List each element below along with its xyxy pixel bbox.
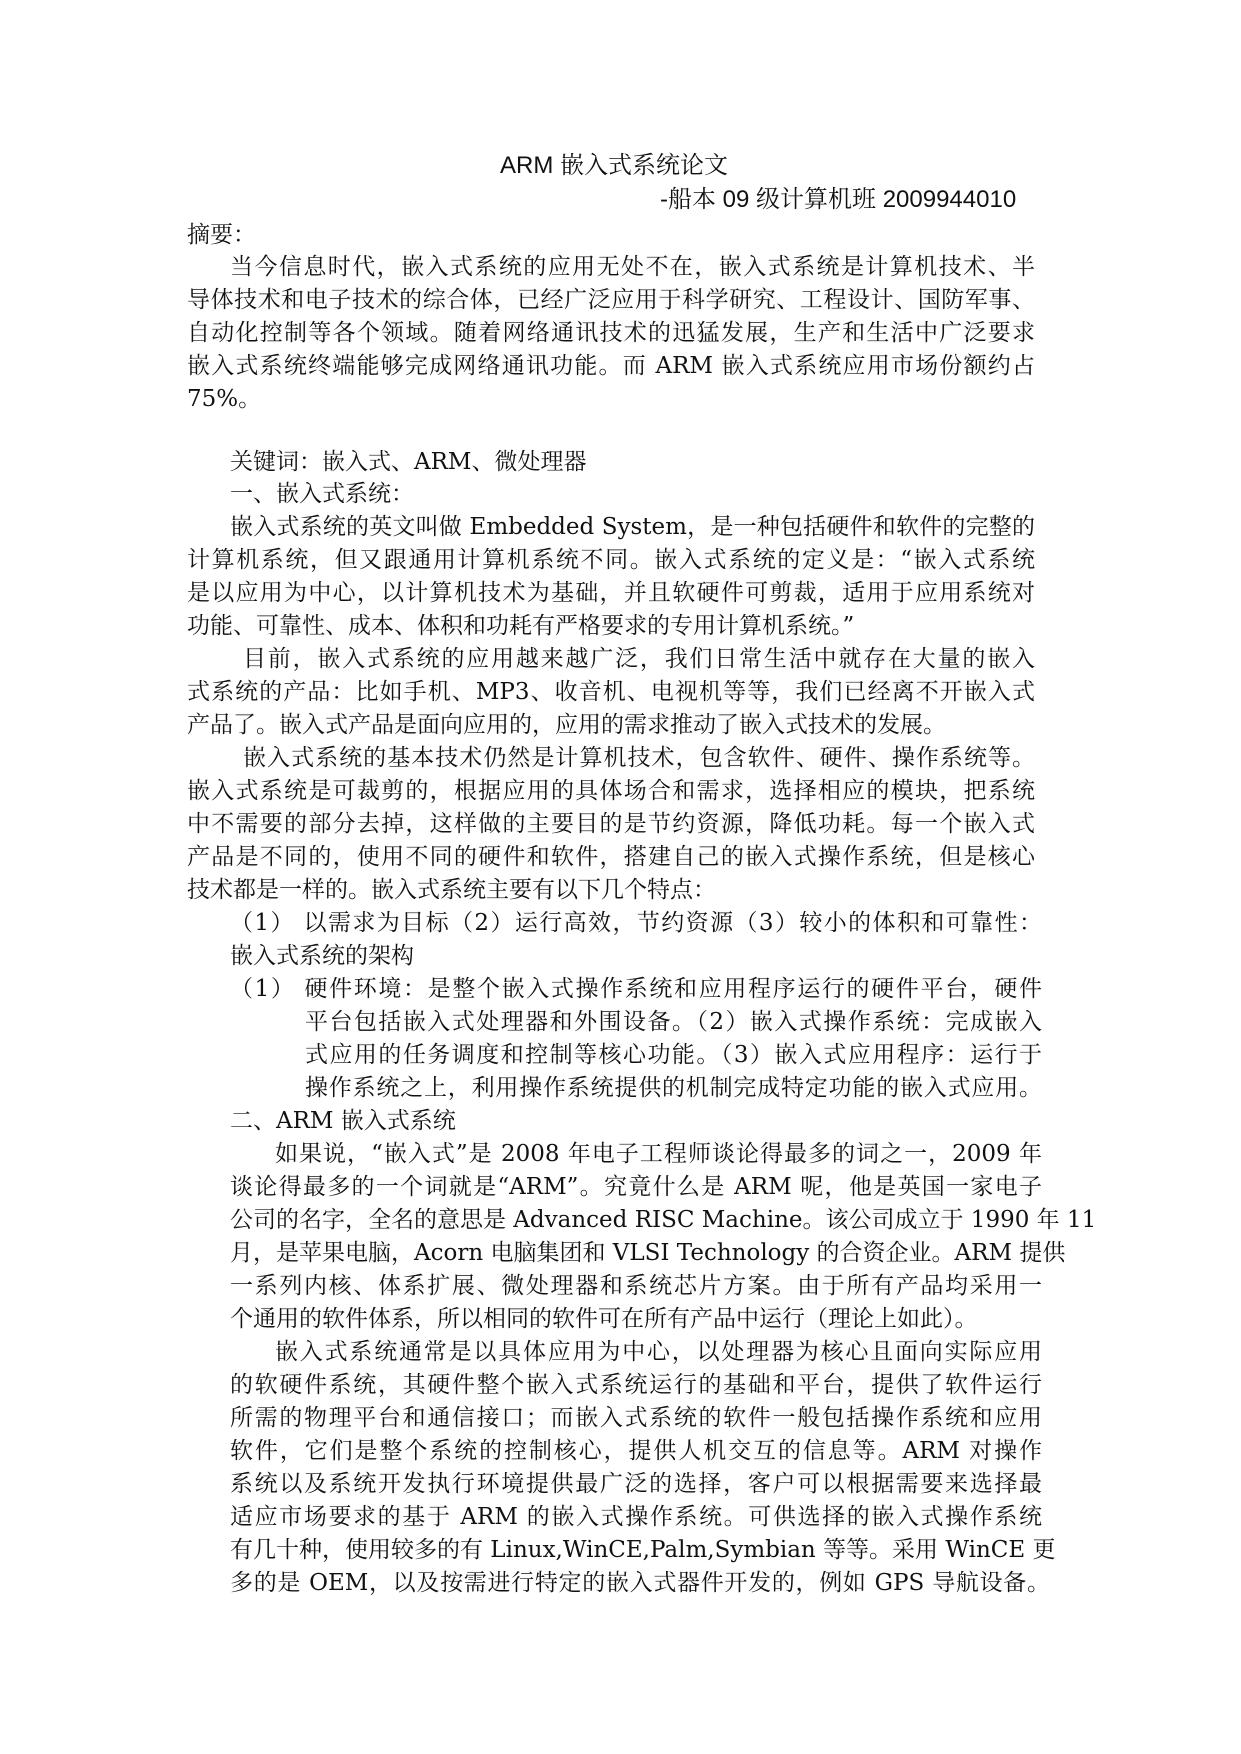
text-line: 功能、可靠性、成本、体积和功耗有严格要求的专用计算机系统。” xyxy=(187,613,855,639)
text-line: 目前，嵌入式系统的应用越来越广泛，我们日常生活中就存在大量的嵌入 xyxy=(243,646,1035,672)
text-line: 自动化控制等各个领域。随着网络通讯技术的迅猛发展，生产和生活中广泛要求 xyxy=(187,320,1035,346)
text-line: 系统以及系统开发执行环境提供最广泛的选择，客户可以根据需要来选择最 xyxy=(230,1471,1042,1497)
text-line: 月，是苹果电脑，Acorn 电脑集团和 VLSI Technology 的合资企业。ARM 提供 xyxy=(230,1240,1066,1266)
text-line: 式系统的产品：比如手机、MP3、收音机、电视机等等，我们已经离不开嵌入式 xyxy=(187,679,1035,705)
list-item: （1） 以需求为目标（2）运行高效，节约资源（3）较小的体积和可靠性： xyxy=(230,910,1042,936)
document-title: ARM 嵌入式系统论文 xyxy=(500,152,728,179)
text-line: 75%。 xyxy=(187,386,262,412)
text-line: 嵌入式系统通常是以具体应用为中心，以处理器为核心且面向实际应用 xyxy=(275,1339,1042,1365)
text-line: 嵌入式系统的基本技术仍然是计算机技术，包含软件、硬件、操作系统等。 xyxy=(243,745,1035,771)
text-line: 嵌入式系统终端能够完成网络通讯功能。而 ARM 嵌入式系统应用市场份额约占 xyxy=(187,353,1035,379)
text-line: 所需的物理平台和通信接口；而嵌入式系统的软件一般包括操作系统和应用 xyxy=(230,1405,1042,1431)
text-line: 如果说，“嵌入式”是 2008 年电子工程师谈论得最多的词之一，2009 年 xyxy=(275,1141,1042,1167)
list-item: （1） 硬件环境：是整个嵌入式操作系统和应用程序运行的硬件平台，硬件 xyxy=(230,976,1042,1002)
abstract-heading: 摘要： xyxy=(187,222,256,248)
text-line: 公司的名字，全名的意思是 Advanced RISC Machine。该公司成立于 1990 年 11 xyxy=(230,1207,1097,1233)
text-line: 产品是不同的，使用不同的硬件和软件，搭建自己的嵌入式操作系统，但是核心 xyxy=(187,844,1035,870)
subsection-heading: 嵌入式系统的架构 xyxy=(230,943,414,969)
text-line: 嵌入式系统的英文叫做 Embedded System，是一种包括硬件和软件的完整的 xyxy=(230,514,1035,540)
text-line: 适应市场要求的基于 ARM 的嵌入式操作系统。可供选择的嵌入式操作系统 xyxy=(230,1504,1042,1530)
section-heading: 二、ARM 嵌入式系统 xyxy=(230,1108,456,1134)
text-line: 计算机系统，但又跟通用计算机系统不同。嵌入式系统的定义是：“嵌入式系统 xyxy=(187,547,1035,573)
text-line: 导体技术和电子技术的综合体，已经广泛应用于科学研究、工程设计、国防军事、 xyxy=(187,287,1035,313)
text-line: 产品了。嵌入式产品是面向应用的，应用的需求推动了嵌入式技术的发展。 xyxy=(187,712,946,738)
text-line: 的软硬件系统，其硬件整个嵌入式系统运行的基础和平台，提供了软件运行 xyxy=(230,1372,1042,1398)
keywords-line: 关键词：嵌入式、ARM、微处理器 xyxy=(230,449,587,475)
text-line: 软件，它们是整个系统的控制核心，提供人机交互的信息等。ARM 对操作 xyxy=(230,1438,1042,1464)
list-item-continuation: 平台包括嵌入式处理器和外围设备。（2）嵌入式操作系统：完成嵌入 xyxy=(305,1009,1042,1035)
text-line: 中不需要的部分去掉，这样做的主要目的是节约资源，降低功耗。每一个嵌入式 xyxy=(187,811,1035,837)
text-line: 谈论得最多的一个词就是“ARM”。究竟什么是 ARM 呢，他是英国一家电子 xyxy=(230,1174,1042,1200)
text-line: 多的是 OEM，以及按需进行特定的嵌入式器件开发的，例如 GPS 导航设备。 xyxy=(230,1570,1050,1596)
text-line: 嵌入式系统是可裁剪的，根据应用的具体场合和需求，选择相应的模块，把系统 xyxy=(187,778,1035,804)
list-item-continuation: 操作系统之上，利用操作系统提供的机制完成特定功能的嵌入式应用。 xyxy=(305,1075,1042,1101)
text-line: 是以应用为中心，以计算机技术为基础，并且软硬件可剪裁，适用于应用系统对 xyxy=(187,580,1035,606)
text-line: 有几十种，使用较多的有 Linux,WinCE,Palm,Symbian 等等。采用 WinCE 更 xyxy=(230,1537,1056,1563)
text-line: 技术都是一样的。嵌入式系统主要有以下几个特点： xyxy=(187,877,716,903)
author-line: -船本 09 级计算机班 2009944010 xyxy=(660,186,1017,213)
list-item-continuation: 式应用的任务调度和控制等核心功能。（3）嵌入式应用程序：运行于 xyxy=(305,1042,1042,1068)
section-heading: 一、嵌入式系统： xyxy=(230,481,414,507)
text-line: 当今信息时代，嵌入式系统的应用无处不在，嵌入式系统是计算机技术、半 xyxy=(230,254,1035,280)
text-line: 一系列内核、体系扩展、微处理器和系统芯片方案。由于所有产品均采用一 xyxy=(230,1273,1042,1299)
text-line: 个通用的软件体系，所以相同的软件可在所有产品中运行（理论上如此）。 xyxy=(230,1306,978,1332)
